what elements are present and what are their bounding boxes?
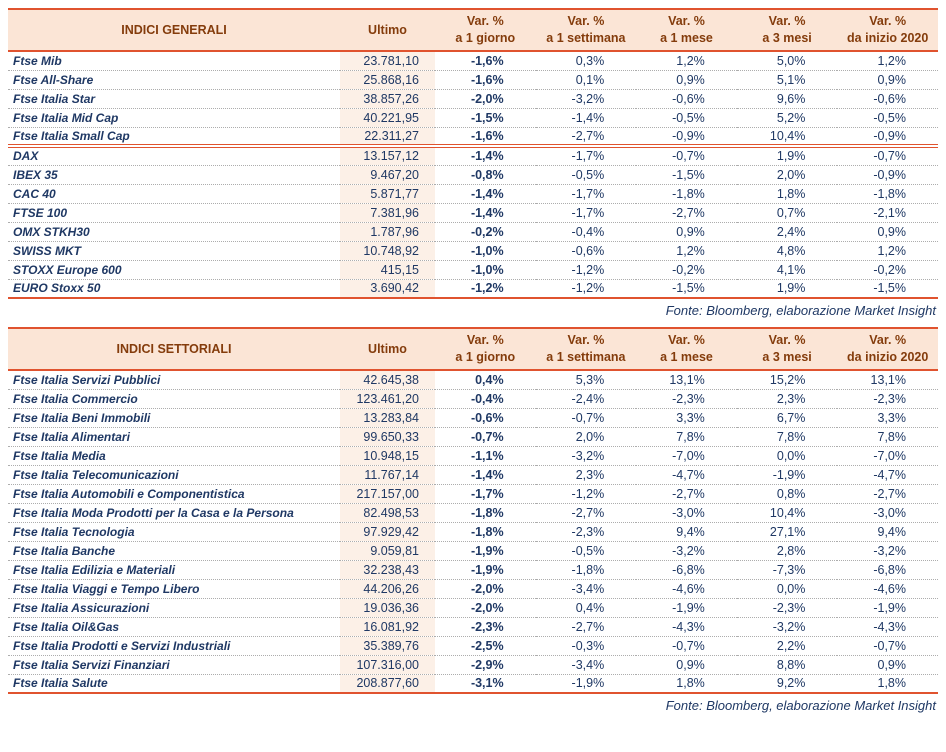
- ultimo-value: 82.498,53: [340, 503, 435, 522]
- table-row: [8, 241, 938, 260]
- var-value: -7,0%: [837, 446, 938, 465]
- var-value: 1,2%: [837, 241, 938, 260]
- var-value: 13,1%: [837, 370, 938, 389]
- ultimo-value: 415,15: [340, 260, 435, 279]
- ultimo-value: 7.381,96: [340, 203, 435, 222]
- ultimo-value: 40.221,95: [340, 108, 435, 127]
- table-row: [8, 465, 938, 484]
- var-value: 1,8%: [636, 674, 737, 693]
- column-header-line2: a 1 mese: [660, 31, 713, 45]
- var-value: -1,8%: [435, 503, 536, 522]
- ultimo-value: 13.283,84: [340, 408, 435, 427]
- var-value: -2,5%: [435, 636, 536, 655]
- var-value: -1,5%: [435, 108, 536, 127]
- var-value: -0,7%: [536, 408, 637, 427]
- column-header-line2: a 1 giorno: [455, 31, 516, 45]
- index-name: Ftse Italia Servizi Pubblici: [8, 370, 340, 389]
- column-header: [435, 328, 536, 370]
- column-header: [737, 9, 838, 51]
- var-value: -2,7%: [536, 127, 637, 146]
- var-value: -0,6%: [435, 408, 536, 427]
- var-value: 2,0%: [536, 427, 637, 446]
- var-value: 0,0%: [737, 446, 838, 465]
- index-name: Ftse Italia Moda Prodotti per la Casa e la Persona: [8, 503, 340, 522]
- var-value: -3,0%: [837, 503, 938, 522]
- var-value: -2,3%: [837, 389, 938, 408]
- var-value: 10,4%: [737, 503, 838, 522]
- column-header-line1: Var. %: [567, 333, 605, 348]
- ultimo-value: 32.238,43: [340, 560, 435, 579]
- table-row: [8, 560, 938, 579]
- ultimo-value: 10.748,92: [340, 241, 435, 260]
- var-value: 0,1%: [536, 70, 637, 89]
- var-value: -3,2%: [636, 541, 737, 560]
- var-value: -0,9%: [636, 127, 737, 146]
- var-value: -0,7%: [636, 636, 737, 655]
- var-value: -1,4%: [435, 465, 536, 484]
- table-row: [8, 579, 938, 598]
- var-value: -7,0%: [636, 446, 737, 465]
- indici-settoriali-section: [8, 327, 938, 722]
- index-name: Ftse Italia Oil&Gas: [8, 617, 340, 636]
- ultimo-value: 23.781,10: [340, 51, 435, 70]
- column-header: [435, 9, 536, 51]
- var-value: -4,7%: [837, 465, 938, 484]
- var-value: 6,7%: [737, 408, 838, 427]
- column-header-line1: Var. %: [869, 333, 907, 348]
- column-header-line1: Var. %: [668, 333, 705, 348]
- var-value: -1,2%: [536, 484, 637, 503]
- index-name: EURO Stoxx 50: [8, 279, 340, 298]
- var-value: 4,8%: [737, 241, 838, 260]
- table-row: [8, 446, 938, 465]
- index-name: Ftse Italia Commercio: [8, 389, 340, 408]
- column-header-line1: Var. %: [466, 333, 504, 348]
- ultimo-value: 22.311,27: [340, 127, 435, 146]
- var-value: -1,4%: [536, 108, 637, 127]
- ultimo-value: 38.857,26: [340, 89, 435, 108]
- var-value: -4,3%: [837, 617, 938, 636]
- table-row: [8, 108, 938, 127]
- var-value: -4,3%: [636, 617, 737, 636]
- var-value: 3,3%: [837, 408, 938, 427]
- column-header-line2: a 1 settimana: [546, 31, 626, 45]
- var-value: -1,7%: [536, 184, 637, 203]
- index-name: Ftse Italia Automobili e Componentistica: [8, 484, 340, 503]
- column-header-line2: da inizio 2020: [847, 31, 929, 45]
- column-header-line2: a 3 mesi: [762, 350, 812, 364]
- column-header: [837, 9, 938, 51]
- table-row: [8, 89, 938, 108]
- column-header-line1: Ultimo: [368, 22, 407, 37]
- var-value: 0,4%: [435, 370, 536, 389]
- var-value: -1,4%: [435, 184, 536, 203]
- column-header-line1: Var. %: [768, 14, 806, 29]
- var-value: 4,1%: [737, 260, 838, 279]
- var-value: 0,9%: [636, 655, 737, 674]
- index-name: SWISS MKT: [8, 241, 340, 260]
- var-value: 5,0%: [737, 51, 838, 70]
- index-name: FTSE 100: [8, 203, 340, 222]
- var-value: 0,9%: [837, 70, 938, 89]
- var-value: 1,2%: [636, 241, 737, 260]
- var-value: -6,8%: [636, 560, 737, 579]
- var-value: -1,5%: [636, 279, 737, 298]
- column-header: [340, 9, 435, 51]
- index-name: Ftse Italia Salute: [8, 674, 340, 693]
- var-value: -2,0%: [435, 598, 536, 617]
- source-note: Fonte: Bloomberg, elaborazione Market Insight: [665, 698, 936, 713]
- column-header-line2: a 1 mese: [660, 350, 713, 364]
- var-value: 0,9%: [837, 655, 938, 674]
- var-value: 9,4%: [837, 522, 938, 541]
- index-name: IBEX 35: [8, 165, 340, 184]
- var-value: -3,4%: [536, 579, 637, 598]
- index-name: Ftse Italia Media: [8, 446, 340, 465]
- var-value: -1,2%: [536, 260, 637, 279]
- table-row: [8, 370, 938, 389]
- column-header: [636, 9, 737, 51]
- ultimo-value: 16.081,92: [340, 617, 435, 636]
- var-value: 10,4%: [737, 127, 838, 146]
- var-value: -0,7%: [837, 146, 938, 165]
- ultimo-value: 10.948,15: [340, 446, 435, 465]
- ultimo-value: 42.645,38: [340, 370, 435, 389]
- table-row: [8, 503, 938, 522]
- column-header-line1: Var. %: [869, 14, 907, 29]
- table-row: [8, 70, 938, 89]
- var-value: -1,5%: [636, 165, 737, 184]
- table-row: [8, 165, 938, 184]
- var-value: -0,5%: [536, 165, 637, 184]
- ultimo-value: 9.467,20: [340, 165, 435, 184]
- column-header-line2: a 3 mesi: [762, 31, 812, 45]
- var-value: -3,2%: [837, 541, 938, 560]
- header-row: [8, 328, 938, 370]
- var-value: -6,8%: [837, 560, 938, 579]
- ultimo-value: 208.877,60: [340, 674, 435, 693]
- var-value: 0,3%: [536, 51, 637, 70]
- table-title: INDICI SETTORIALI: [8, 328, 340, 370]
- var-value: -4,6%: [636, 579, 737, 598]
- var-value: 3,3%: [636, 408, 737, 427]
- table-row: [8, 674, 938, 693]
- var-value: -2,7%: [536, 503, 637, 522]
- var-value: -3,2%: [536, 446, 637, 465]
- var-value: 1,2%: [837, 51, 938, 70]
- indici-generali-section: [8, 8, 938, 327]
- table-row: [8, 636, 938, 655]
- var-value: -1,9%: [536, 674, 637, 693]
- var-value: -1,9%: [636, 598, 737, 617]
- column-header: [340, 328, 435, 370]
- index-name: Ftse Italia Servizi Finanziari: [8, 655, 340, 674]
- var-value: -2,9%: [435, 655, 536, 674]
- var-value: -1,7%: [536, 203, 637, 222]
- var-value: -4,7%: [636, 465, 737, 484]
- index-name: Ftse Italia Small Cap: [8, 127, 340, 146]
- table-row: [8, 655, 938, 674]
- var-value: -0,4%: [536, 222, 637, 241]
- var-value: -2,7%: [536, 617, 637, 636]
- table-row: [8, 203, 938, 222]
- indici-settoriali-table: [8, 327, 938, 694]
- var-value: -1,8%: [435, 522, 536, 541]
- index-name: Ftse Italia Telecomunicazioni: [8, 465, 340, 484]
- var-value: -1,4%: [435, 146, 536, 165]
- index-name: OMX STKH30: [8, 222, 340, 241]
- var-value: -3,2%: [536, 89, 637, 108]
- ultimo-value: 5.871,77: [340, 184, 435, 203]
- index-name: Ftse Italia Edilizia e Materiali: [8, 560, 340, 579]
- table-row: [8, 598, 938, 617]
- ultimo-value: 217.157,00: [340, 484, 435, 503]
- index-name: Ftse Italia Assicurazioni: [8, 598, 340, 617]
- ultimo-value: 3.690,42: [340, 279, 435, 298]
- column-header: [536, 9, 637, 51]
- ultimo-value: 13.157,12: [340, 146, 435, 165]
- var-value: -0,7%: [837, 636, 938, 655]
- var-value: -3,4%: [536, 655, 637, 674]
- var-value: -1,5%: [837, 279, 938, 298]
- var-value: -1,2%: [536, 279, 637, 298]
- index-name: Ftse Mib: [8, 51, 340, 70]
- var-value: 2,4%: [737, 222, 838, 241]
- var-value: -0,5%: [536, 541, 637, 560]
- var-value: 0,7%: [737, 203, 838, 222]
- var-value: 0,9%: [837, 222, 938, 241]
- column-header-line2: a 1 giorno: [455, 350, 516, 364]
- var-value: 7,8%: [636, 427, 737, 446]
- var-value: -4,6%: [837, 579, 938, 598]
- var-value: -2,4%: [536, 389, 637, 408]
- var-value: -1,8%: [837, 184, 938, 203]
- var-value: -1,4%: [435, 203, 536, 222]
- var-value: 1,2%: [636, 51, 737, 70]
- column-header-line1: Var. %: [768, 333, 806, 348]
- column-header-line2: a 1 settimana: [546, 350, 626, 364]
- var-value: -1,6%: [435, 51, 536, 70]
- var-value: -1,8%: [536, 560, 637, 579]
- var-value: -7,3%: [737, 560, 838, 579]
- var-value: 0,9%: [636, 70, 737, 89]
- table-row: [8, 427, 938, 446]
- table-row: [8, 51, 938, 70]
- column-header: [636, 328, 737, 370]
- var-value: 2,3%: [536, 465, 637, 484]
- table-row: [8, 389, 938, 408]
- table-row: [8, 408, 938, 427]
- var-value: 0,9%: [636, 222, 737, 241]
- var-value: -3,2%: [737, 617, 838, 636]
- var-value: -1,6%: [435, 127, 536, 146]
- column-header-line2: da inizio 2020: [847, 350, 929, 364]
- indici-generali-table: [8, 8, 938, 299]
- var-value: -0,4%: [435, 389, 536, 408]
- var-value: 15,2%: [737, 370, 838, 389]
- var-value: -0,7%: [435, 427, 536, 446]
- var-value: -2,3%: [737, 598, 838, 617]
- var-value: -1,6%: [435, 70, 536, 89]
- index-name: Ftse Italia Mid Cap: [8, 108, 340, 127]
- table-row: [8, 522, 938, 541]
- var-value: -1,0%: [435, 241, 536, 260]
- ultimo-value: 35.389,76: [340, 636, 435, 655]
- index-name: Ftse Italia Viaggi e Tempo Libero: [8, 579, 340, 598]
- var-value: 7,8%: [837, 427, 938, 446]
- var-value: 9,2%: [737, 674, 838, 693]
- column-header: [536, 328, 637, 370]
- var-value: -0,9%: [837, 165, 938, 184]
- var-value: 0,8%: [737, 484, 838, 503]
- index-name: DAX: [8, 146, 340, 165]
- table-row: [8, 279, 938, 298]
- var-value: -2,7%: [837, 484, 938, 503]
- var-value: -0,5%: [837, 108, 938, 127]
- index-name: Ftse All-Share: [8, 70, 340, 89]
- var-value: -2,0%: [435, 89, 536, 108]
- var-value: 8,8%: [737, 655, 838, 674]
- ultimo-value: 25.868,16: [340, 70, 435, 89]
- var-value: 7,8%: [737, 427, 838, 446]
- index-name: Ftse Italia Prodotti e Servizi Industriali: [8, 636, 340, 655]
- ultimo-value: 1.787,96: [340, 222, 435, 241]
- var-value: -0,9%: [837, 127, 938, 146]
- var-value: 5,3%: [536, 370, 637, 389]
- table-row: [8, 260, 938, 279]
- ultimo-value: 9.059,81: [340, 541, 435, 560]
- column-header: [837, 328, 938, 370]
- var-value: -1,9%: [737, 465, 838, 484]
- var-value: 9,4%: [636, 522, 737, 541]
- var-value: 0,4%: [536, 598, 637, 617]
- var-value: -0,5%: [636, 108, 737, 127]
- table-row: [8, 484, 938, 503]
- index-name: STOXX Europe 600: [8, 260, 340, 279]
- var-value: 1,9%: [737, 146, 838, 165]
- var-value: 2,2%: [737, 636, 838, 655]
- index-name: Ftse Italia Tecnologia: [8, 522, 340, 541]
- ultimo-value: 97.929,42: [340, 522, 435, 541]
- table-row: [8, 127, 938, 146]
- index-name: CAC 40: [8, 184, 340, 203]
- var-value: 9,6%: [737, 89, 838, 108]
- index-name: Ftse Italia Banche: [8, 541, 340, 560]
- source-note: Fonte: Bloomberg, elaborazione Market Insight: [665, 303, 936, 318]
- table-row: [8, 541, 938, 560]
- var-value: -1,9%: [435, 560, 536, 579]
- var-value: -1,7%: [435, 484, 536, 503]
- var-value: -2,3%: [536, 522, 637, 541]
- var-value: 1,8%: [737, 184, 838, 203]
- var-value: -1,9%: [837, 598, 938, 617]
- ultimo-value: 11.767,14: [340, 465, 435, 484]
- var-value: 27,1%: [737, 522, 838, 541]
- var-value: -2,3%: [636, 389, 737, 408]
- ultimo-value: 44.206,26: [340, 579, 435, 598]
- var-value: -0,8%: [435, 165, 536, 184]
- var-value: -2,7%: [636, 203, 737, 222]
- var-value: 13,1%: [636, 370, 737, 389]
- var-value: -0,2%: [636, 260, 737, 279]
- ultimo-value: 19.036,36: [340, 598, 435, 617]
- var-value: 1,9%: [737, 279, 838, 298]
- var-value: -0,6%: [536, 241, 637, 260]
- table-title: INDICI GENERALI: [8, 9, 340, 51]
- var-value: 0,0%: [737, 579, 838, 598]
- column-header-line1: Var. %: [668, 14, 705, 29]
- var-value: -0,3%: [536, 636, 637, 655]
- table-row: [8, 222, 938, 241]
- var-value: -3,0%: [636, 503, 737, 522]
- var-value: -0,2%: [837, 260, 938, 279]
- var-value: -1,9%: [435, 541, 536, 560]
- var-value: -1,8%: [636, 184, 737, 203]
- var-value: -1,1%: [435, 446, 536, 465]
- var-value: -2,3%: [435, 617, 536, 636]
- index-name: Ftse Italia Alimentari: [8, 427, 340, 446]
- var-value: -0,2%: [435, 222, 536, 241]
- var-value: -2,7%: [636, 484, 737, 503]
- var-value: -2,1%: [837, 203, 938, 222]
- var-value: -0,7%: [636, 146, 737, 165]
- var-value: 1,8%: [837, 674, 938, 693]
- var-value: 5,2%: [737, 108, 838, 127]
- var-value: -0,6%: [636, 89, 737, 108]
- var-value: 2,3%: [737, 389, 838, 408]
- index-name: Ftse Italia Star: [8, 89, 340, 108]
- var-value: -0,6%: [837, 89, 938, 108]
- ultimo-value: 123.461,20: [340, 389, 435, 408]
- column-header-line1: Ultimo: [368, 341, 407, 356]
- column-header-line1: Var. %: [567, 14, 605, 29]
- ultimo-value: 107.316,00: [340, 655, 435, 674]
- var-value: -1,7%: [536, 146, 637, 165]
- column-header-line1: Var. %: [466, 14, 504, 29]
- var-value: -1,2%: [435, 279, 536, 298]
- column-header: [737, 328, 838, 370]
- var-value: -1,0%: [435, 260, 536, 279]
- var-value: 2,8%: [737, 541, 838, 560]
- var-value: -2,0%: [435, 579, 536, 598]
- var-value: 5,1%: [737, 70, 838, 89]
- var-value: 2,0%: [737, 165, 838, 184]
- table-row: [8, 146, 938, 165]
- table-row: [8, 617, 938, 636]
- var-value: -3,1%: [435, 674, 536, 693]
- ultimo-value: 99.650,33: [340, 427, 435, 446]
- index-name: Ftse Italia Beni Immobili: [8, 408, 340, 427]
- header-row: [8, 9, 938, 51]
- table-row: [8, 184, 938, 203]
